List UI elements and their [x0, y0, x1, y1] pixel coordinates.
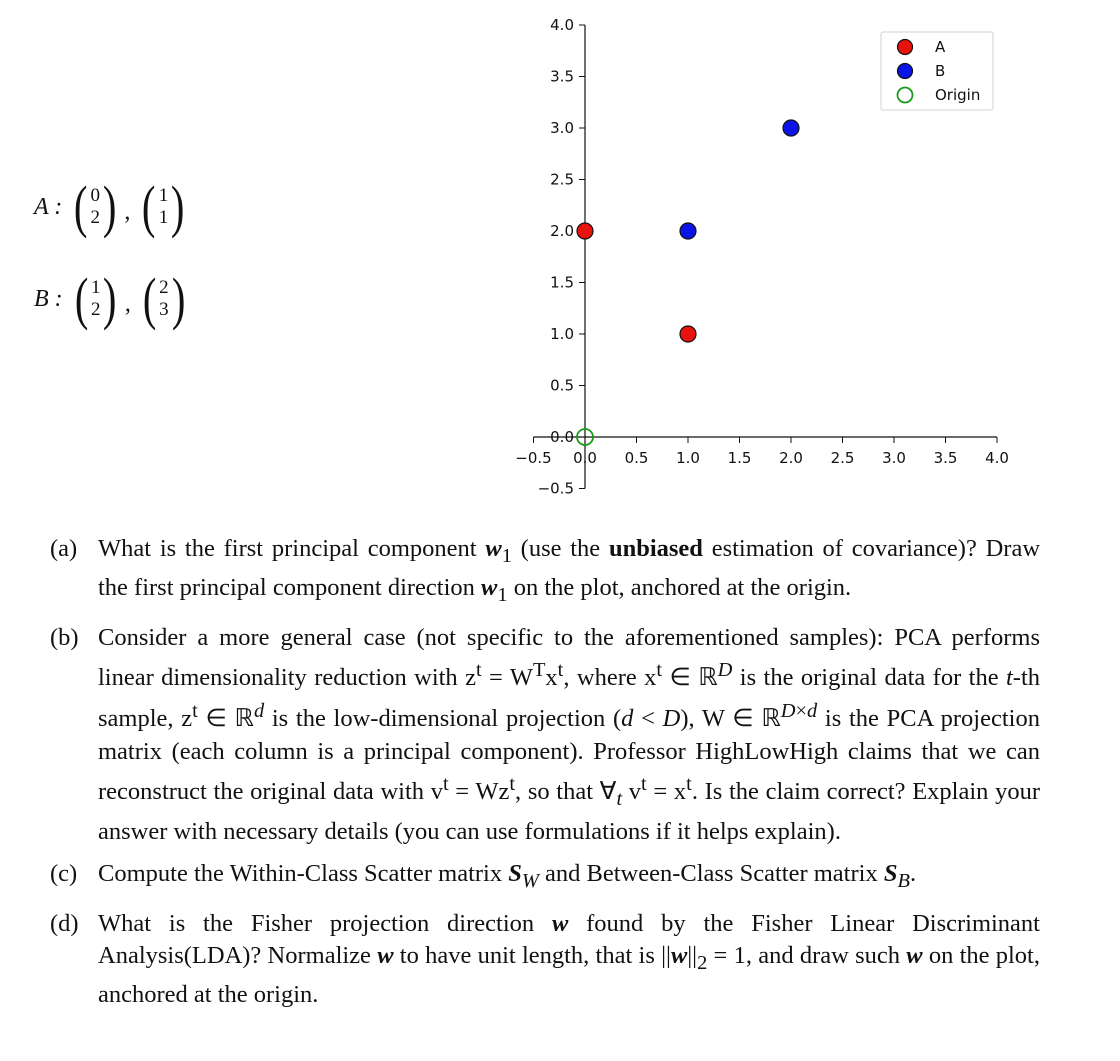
legend — [881, 32, 993, 110]
y-tick-label: 1.0 — [550, 325, 574, 343]
x-tick-label: 3.0 — [882, 449, 906, 467]
x-tick-label: 0.5 — [624, 449, 649, 467]
y-ticks — [538, 16, 585, 498]
y-tick-label: 4.0 — [550, 16, 574, 34]
y-tick-label: 3.0 — [550, 119, 574, 137]
y-tick-label: 2.5 — [550, 170, 574, 189]
point-a — [680, 326, 696, 342]
x-tick-label: 1.0 — [676, 449, 700, 467]
point-b — [783, 120, 799, 136]
point-a — [577, 223, 593, 239]
vector-b1: ( 1 2 ) — [74, 266, 117, 331]
vector-b2: ( 2 3 ) — [142, 266, 186, 331]
y-tick-label: 0.0 — [550, 428, 574, 446]
questions — [50, 533, 1040, 1022]
x-tick-label: 3.5 — [933, 449, 958, 467]
legend-label-origin: Origin — [935, 86, 981, 104]
question-b-tag: (b) — [50, 623, 79, 651]
x-tick-label: 4.0 — [985, 449, 1009, 467]
legend-label-b: B — [935, 62, 946, 80]
y-tick-label: 0.5 — [550, 376, 574, 395]
matrix-b-label: B : — [34, 285, 63, 312]
question-b-text: Consider a more general case (not specific to the aforementioned samples): PCA performs linear dimensionality reduction with $z^t = W^Tx^t$, where $x^t$ ∈ ℝ$^D$ is the original data for the t-th sample, $z^t$ ∈ ℝ$^d$ is the low-dimensional projection (d < D), W ∈ ℝ$^{D\times d}$ is the PCA projection matrix (each column is a principal component). Professor HighLowHigh claims that we can reconstruct the original data with $v^t = Wz^t$, so that $\forall_t$ $v^t = x^t$. Is the claim correct? Explain your answer with necessary details (you can use formulations if it helps explain). — [98, 623, 1041, 845]
y-tick-label: −0.5 — [537, 479, 574, 498]
question-d-tag: (d) — [50, 909, 79, 937]
vector-a1: ( 0 2 ) — [74, 174, 117, 239]
x-tick-label: −0.5 — [515, 449, 552, 467]
legend-marker-b — [898, 64, 913, 79]
x-tick-label: 1.5 — [727, 449, 752, 467]
matrix-b-row: B : ( 1 2 ) , ( 2 3 ) — [34, 264, 191, 334]
question-c — [50, 858, 1040, 897]
legend-label-a: A — [935, 38, 946, 56]
matrix-a-row: A : ( 0 2 ) , ( 1 1 ) — [34, 172, 191, 242]
question-d — [50, 908, 1040, 1012]
question-c-text: Compute the Within-Class Scatter matrix $S_W$ and Between-Class Scatter matrix $S_B$. — [98, 860, 917, 893]
question-d-text: What is the Fisher projection direction w found by the Fisher Linear Discriminant Analysis(LDA)? Normalize w to have unit length, that is $||w||_2 = 1$, and draw such w on the plot, anchored at the origin. — [98, 909, 1040, 1009]
y-tick-label: 3.5 — [550, 67, 574, 86]
y-tick-label: 2.0 — [550, 222, 574, 240]
data-points — [577, 120, 799, 445]
question-b — [50, 622, 1040, 848]
point-b — [680, 223, 696, 239]
matrix-a-label: A : — [34, 193, 63, 220]
x-tick-label: 2.5 — [830, 449, 855, 467]
question-a — [50, 533, 1040, 612]
y-tick-label: 1.5 — [550, 273, 574, 292]
matrix-definitions — [34, 172, 191, 334]
x-tick-label: 0.0 — [573, 449, 597, 467]
vector-a2: ( 1 1 ) — [142, 174, 185, 239]
question-a-text: What is the first principal component $w_1$ (use the unbiased estimation of covariance)? Draw the first principal component direction $w_1$ on the plot, anchored at the origin. — [98, 535, 1041, 607]
question-a-tag: (a) — [50, 535, 78, 562]
x-tick-label: 2.0 — [779, 449, 803, 467]
legend-marker-a — [898, 40, 913, 55]
x-ticks — [515, 437, 1009, 467]
question-c-tag: (c) — [50, 860, 78, 888]
